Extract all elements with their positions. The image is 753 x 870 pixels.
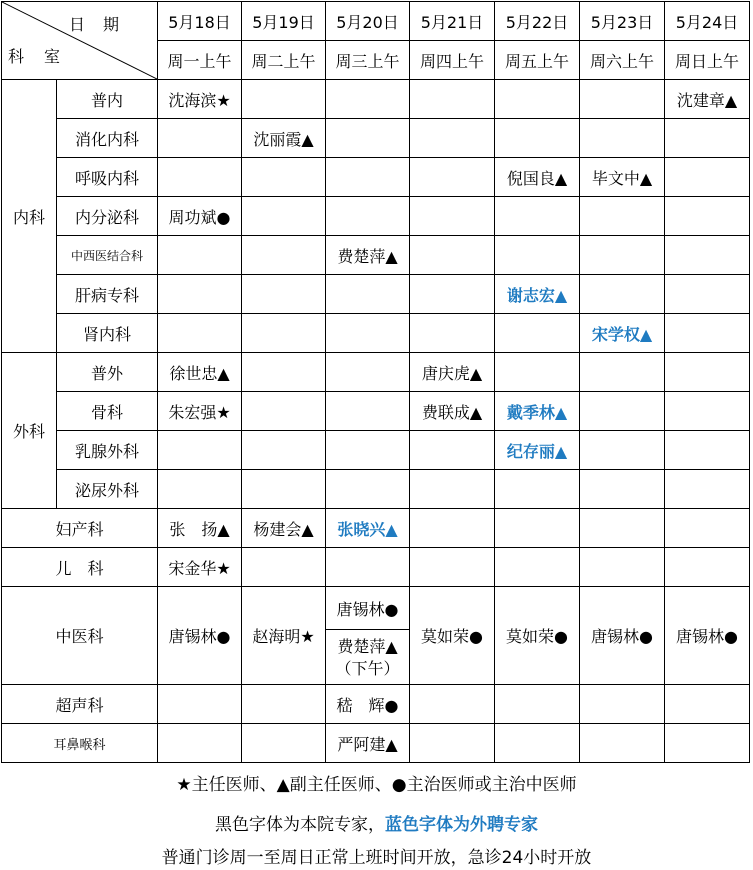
doctor-cell <box>495 353 580 392</box>
doctor-cell: 严阿建▲ <box>326 724 410 763</box>
doctor-cell <box>158 431 242 470</box>
doctor-cell: 嵇 辉● <box>326 685 410 724</box>
doctor-cell <box>326 314 410 353</box>
doctor-cell <box>410 509 495 548</box>
doctor-cell <box>326 119 410 158</box>
doctor-cell <box>410 197 495 236</box>
doctor-cell <box>242 197 326 236</box>
doctor-cell <box>580 509 665 548</box>
doctor-cell <box>242 548 326 587</box>
doctor-cell <box>580 236 665 275</box>
doctor-cell <box>410 158 495 197</box>
doctor-cell <box>326 392 410 431</box>
doctor-cell <box>326 548 410 587</box>
doctor-cell: 沈丽霞▲ <box>242 119 326 158</box>
doctor-cell <box>580 353 665 392</box>
doctor-cell <box>410 431 495 470</box>
session-cell: 周五上午 <box>495 41 580 80</box>
doctor-cell-external: 宋学权▲ <box>580 314 665 353</box>
doctor-cell: 周功斌● <box>158 197 242 236</box>
doctor-cell: 张 扬▲ <box>158 509 242 548</box>
group-neike: 内科 <box>2 80 57 353</box>
doctor-cell <box>495 548 580 587</box>
doctor-cell: 费联成▲ <box>410 392 495 431</box>
doctor-cell <box>665 548 750 587</box>
dept-name: 骨科 <box>57 392 158 431</box>
doctor-cell <box>410 685 495 724</box>
doctor-cell <box>410 80 495 119</box>
doctor-cell <box>158 314 242 353</box>
doctor-cell <box>665 197 750 236</box>
doctor-cell <box>242 431 326 470</box>
header-corner <box>2 2 158 80</box>
dept-name: 肝病专科 <box>57 275 158 314</box>
doctor-cell: 沈建章▲ <box>665 80 750 119</box>
legend-internal: 黑色字体为本院专家， <box>215 815 385 835</box>
doctor-cell: 沈海滨★ <box>158 80 242 119</box>
date-cell: 5月24日 <box>665 2 750 41</box>
doctor-cell <box>242 392 326 431</box>
doctor-cell <box>242 470 326 509</box>
doctor-cell <box>242 314 326 353</box>
doctor-cell: 宋金华★ <box>158 548 242 587</box>
doctor-cell <box>495 470 580 509</box>
doctor-cell: 徐世忠▲ <box>158 353 242 392</box>
doctor-cell <box>580 724 665 763</box>
doctor-cell-external: 戴季林▲ <box>495 392 580 431</box>
date-cell: 5月21日 <box>410 2 495 41</box>
doctor-cell-external: 张晓兴▲ <box>326 509 410 548</box>
doctor-cell <box>580 548 665 587</box>
doctor-cell: 朱宏强★ <box>158 392 242 431</box>
doctor-cell <box>410 548 495 587</box>
doctor-cell <box>665 119 750 158</box>
doctor-cell <box>242 236 326 275</box>
doctor-cell <box>242 275 326 314</box>
session-cell: 周四上午 <box>410 41 495 80</box>
doctor-cell <box>665 236 750 275</box>
doctor-cell-external: 谢志宏▲ <box>495 275 580 314</box>
doctor-cell <box>242 353 326 392</box>
legend-symbols: ★主任医师、▲副主任医师、●主治医师或主治中医师 <box>176 775 577 795</box>
date-cell: 5月18日 <box>158 2 242 41</box>
doctor-cell: 费楚萍▲ <box>326 236 410 275</box>
doctor-cell <box>580 392 665 431</box>
afternoon-note: （下午） <box>335 659 400 678</box>
doctor-cell <box>326 197 410 236</box>
doctor-cell <box>326 431 410 470</box>
doctor-cell <box>665 470 750 509</box>
doctor-cell <box>580 275 665 314</box>
doctor-cell: 杨建会▲ <box>242 509 326 548</box>
dept-name: 妇产科 <box>2 509 158 548</box>
doctor-cell-external: 纪存丽▲ <box>495 431 580 470</box>
doctor-cell <box>410 314 495 353</box>
session-cell: 周二上午 <box>242 41 326 80</box>
doctor-cell <box>665 353 750 392</box>
date-cell: 5月19日 <box>242 2 326 41</box>
doctor-cell <box>580 197 665 236</box>
doctor-cell <box>665 431 750 470</box>
dept-name: 消化内科 <box>57 119 158 158</box>
doctor-cell: 唐锡林● <box>580 587 665 685</box>
doctor-cell <box>326 80 410 119</box>
doctor-entry: 唐锡林● <box>326 591 409 630</box>
doctor-cell <box>410 236 495 275</box>
doctor-cell <box>326 470 410 509</box>
schedule-table <box>1 1 750 763</box>
doctor-cell <box>495 314 580 353</box>
session-cell: 周一上午 <box>158 41 242 80</box>
doctor-cell <box>410 275 495 314</box>
doctor-cell <box>242 724 326 763</box>
doctor-cell <box>326 353 410 392</box>
doctor-cell: 倪国良▲ <box>495 158 580 197</box>
doctor-cell <box>665 158 750 197</box>
doctor-cell <box>242 158 326 197</box>
doctor-cell <box>665 392 750 431</box>
dept-name: 耳鼻喉科 <box>2 724 158 763</box>
doctor-cell <box>158 158 242 197</box>
doctor-cell: 莫如荣● <box>495 587 580 685</box>
doctor-cell <box>580 470 665 509</box>
doctor-cell <box>410 119 495 158</box>
dept-name: 儿 科 <box>2 548 158 587</box>
session-cell: 周日上午 <box>665 41 750 80</box>
doctor-cell <box>665 724 750 763</box>
dept-name: 中西医结合科 <box>57 236 158 275</box>
doctor-cell: 莫如荣● <box>410 587 495 685</box>
doctor-cell <box>158 275 242 314</box>
doctor-cell <box>580 431 665 470</box>
doctor-cell <box>495 80 580 119</box>
date-cell: 5月23日 <box>580 2 665 41</box>
doctor-cell: 唐庆虎▲ <box>410 353 495 392</box>
doctor-cell <box>242 685 326 724</box>
doctor-cell <box>665 314 750 353</box>
doctor-cell <box>495 724 580 763</box>
doctor-cell <box>158 470 242 509</box>
doctor-cell <box>665 275 750 314</box>
doctor-cell <box>495 197 580 236</box>
doctor-cell <box>495 119 580 158</box>
doctor-cell <box>580 685 665 724</box>
dept-axis-label: 科室 <box>8 47 81 66</box>
dept-name: 肾内科 <box>57 314 158 353</box>
doctor-cell <box>665 685 750 724</box>
legend-hours: 普通门诊周一至周日正常上班时间开放，急诊24小时开放 <box>161 848 592 868</box>
dept-name: 超声科 <box>2 685 158 724</box>
dept-name: 内分泌科 <box>57 197 158 236</box>
legend-colors <box>0 810 753 835</box>
dept-name: 普内 <box>57 80 158 119</box>
doctor-cell <box>495 236 580 275</box>
doctor-cell: 毕文中▲ <box>580 158 665 197</box>
legend-external: 蓝色字体为外聘专家 <box>385 815 538 835</box>
doctor-cell <box>410 470 495 509</box>
dept-name: 泌尿外科 <box>57 470 158 509</box>
doctor-cell <box>495 685 580 724</box>
doctor-cell <box>326 275 410 314</box>
doctor-cell <box>326 158 410 197</box>
doctor-cell <box>158 236 242 275</box>
doctor-cell: 赵海明★ <box>242 587 326 685</box>
dept-name: 乳腺外科 <box>57 431 158 470</box>
doctor-cell: 唐锡林● <box>665 587 750 685</box>
date-axis-label: 日期 <box>68 15 137 34</box>
doctor-cell <box>580 119 665 158</box>
session-cell: 周三上午 <box>326 41 410 80</box>
doctor-cell <box>665 509 750 548</box>
doctor-cell <box>410 724 495 763</box>
doctor-entry: 费楚萍▲ <box>337 637 398 656</box>
doctor-cell <box>158 119 242 158</box>
dept-name: 中医科 <box>2 587 158 685</box>
doctor-cell <box>242 80 326 119</box>
doctor-cell <box>158 724 242 763</box>
group-waike: 外科 <box>2 353 57 509</box>
dept-name: 普外 <box>57 353 158 392</box>
doctor-cell <box>580 80 665 119</box>
session-cell: 周六上午 <box>580 41 665 80</box>
date-cell: 5月20日 <box>326 2 410 41</box>
date-cell: 5月22日 <box>495 2 580 41</box>
doctor-cell <box>495 509 580 548</box>
doctor-cell <box>158 685 242 724</box>
dept-name: 呼吸内科 <box>57 158 158 197</box>
doctor-cell: 唐锡林● <box>158 587 242 685</box>
doctor-cell-stacked <box>326 587 410 685</box>
